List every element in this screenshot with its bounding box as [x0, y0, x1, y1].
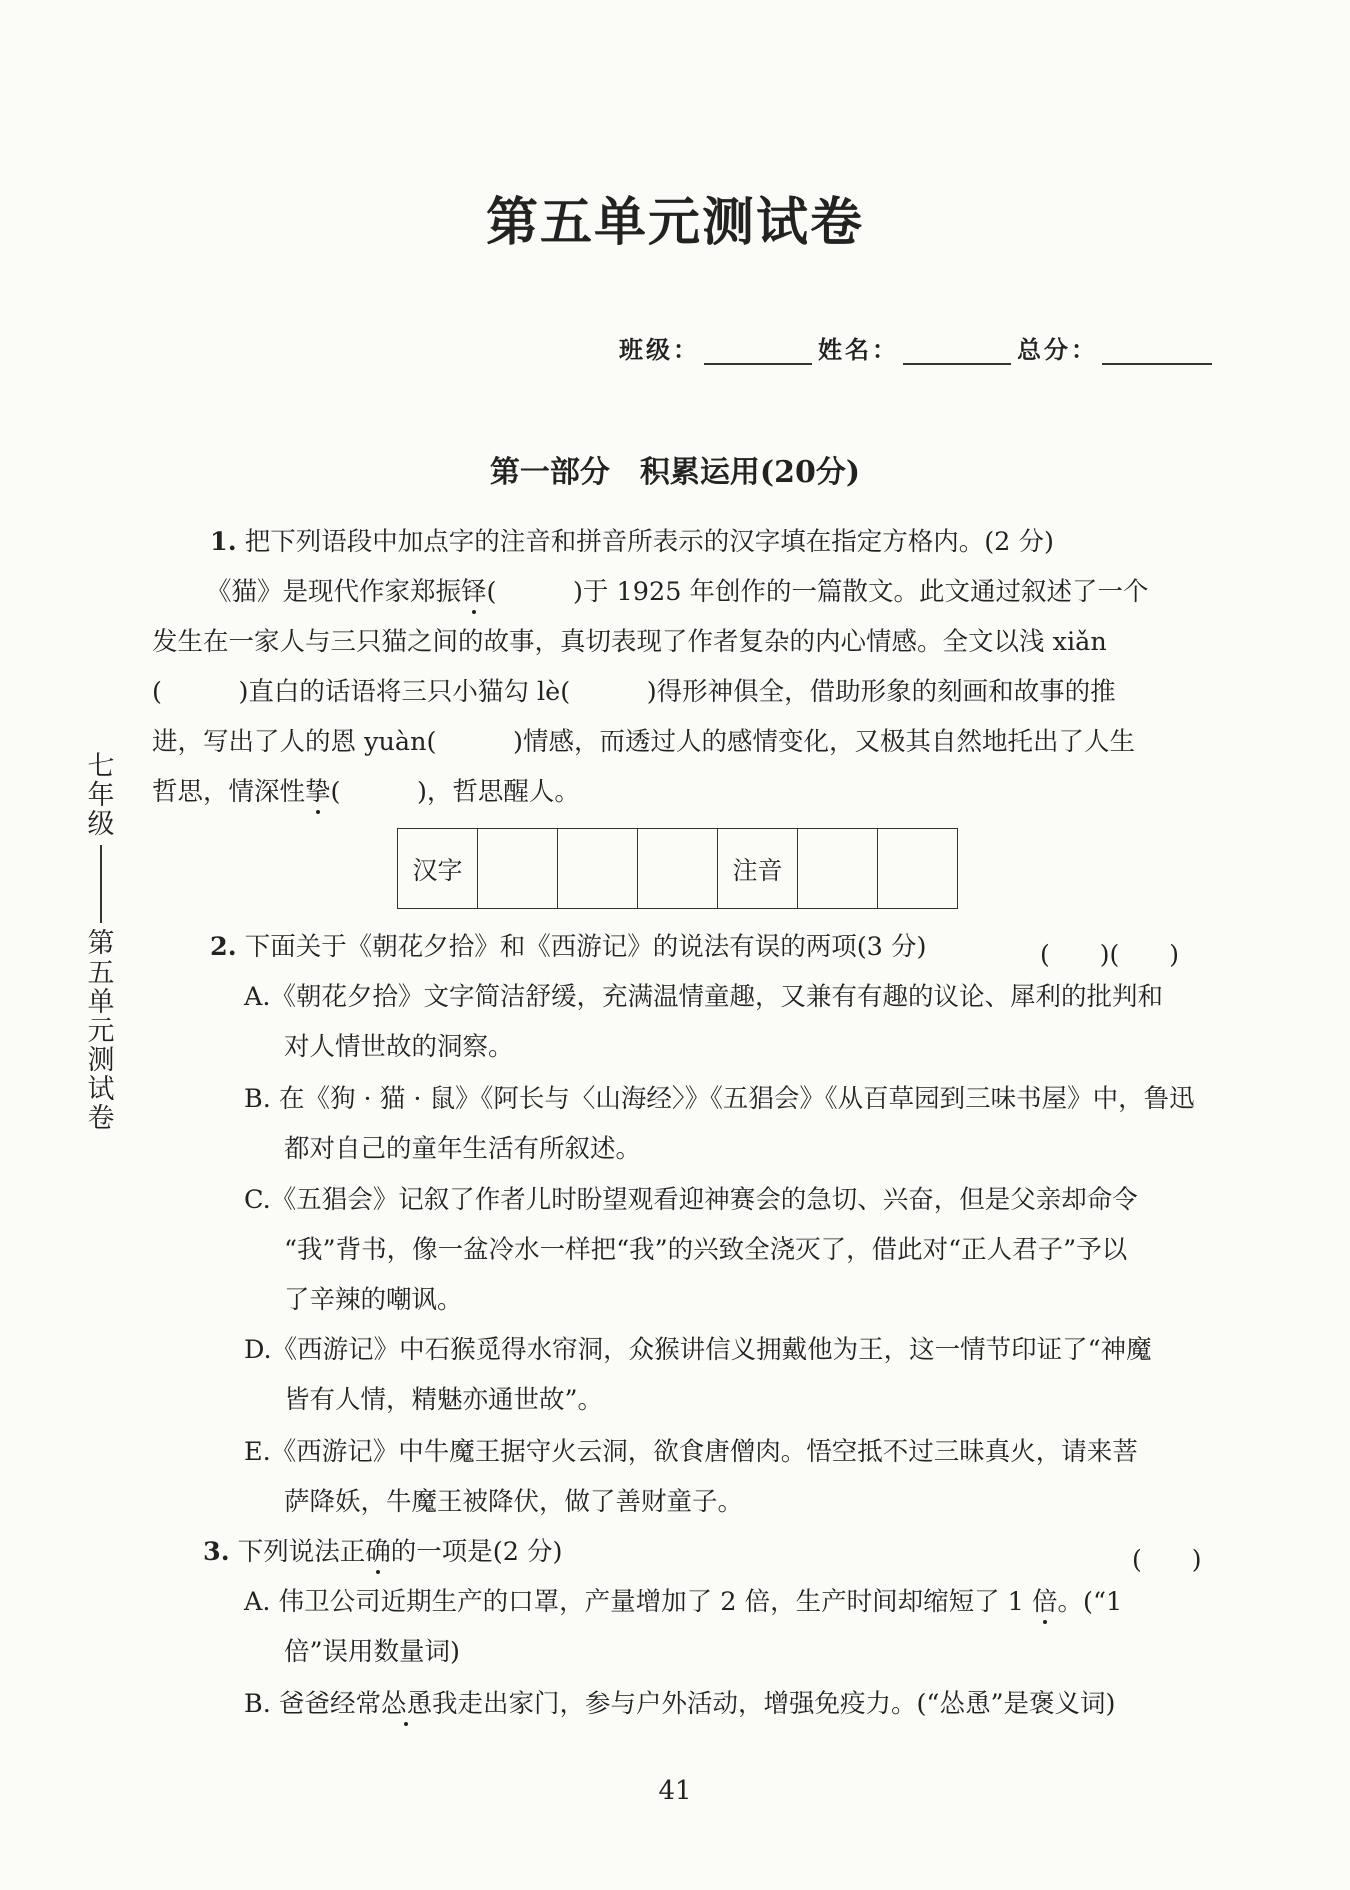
q2-option-c-cont: 了辛辣的嘲讽。	[284, 1285, 463, 1315]
grid-cell[interactable]	[638, 829, 718, 909]
q1-passage-text: ( )，哲思醒人。	[330, 777, 580, 807]
name-blank[interactable]	[903, 337, 1011, 365]
score-blank[interactable]	[1102, 337, 1212, 365]
q1-stem-text: 把下列语段中加点字的注音和拼音所表示的汉字填在指定方格内。(2 分)	[244, 527, 1054, 557]
grid-cell[interactable]	[558, 829, 638, 909]
side-grade: 七年级	[87, 751, 115, 841]
q2-option-c: C.《五猖会》记叙了作者儿时盼望观看迎神赛会的急切、兴奋，但是父亲却命令	[244, 1185, 1138, 1215]
q1-passage-text: 《猫》是现代作家郑振	[206, 577, 462, 607]
q3-stem-text: 一项是(2 分)	[416, 1537, 563, 1567]
q1-passage-line	[206, 577, 1149, 607]
q3-stem-text: 下列说法	[237, 1537, 340, 1567]
q2-number: 2.	[210, 932, 237, 962]
student-info-row	[619, 330, 1212, 365]
section-heading: 第一部分 积累运用(20分)	[489, 455, 861, 490]
answer-grid	[397, 828, 958, 909]
q3-option-text: B. 爸爸经常	[244, 1689, 381, 1719]
page-title: 第五单元测试卷	[485, 192, 864, 253]
q2-option-d: D.《西游记》中石猴觅得水帘洞，众猴讲信义拥戴他为王，这一情节印证了“神魔	[244, 1335, 1152, 1365]
q1-dotted-char: 挚	[305, 777, 331, 807]
q2-option-a: A.《朝花夕拾》文字简洁舒缓，充满温情童趣，又兼有有趣的议论、犀利的批判和	[244, 982, 1164, 1012]
q1-passage-text: ( )于 1925 年创作的一篇散文。此文通过叙述了一个	[486, 577, 1149, 607]
q3-option-b	[244, 1689, 1116, 1719]
grid-label-hanzi: 汉字	[398, 829, 478, 909]
q3-option-a	[244, 1587, 1123, 1617]
q2-option-d-cont: 皆有人情，精魅亦通世故”。	[284, 1385, 604, 1415]
q3-option-text: 。(“1	[1057, 1587, 1123, 1617]
grid-cell[interactable]	[798, 829, 878, 909]
q1-passage-line	[152, 777, 580, 807]
name-label: 姓名：	[818, 335, 899, 364]
q1-stem	[210, 527, 1054, 557]
q3-emphasis: 正确的	[339, 1537, 417, 1567]
q3-option-a-cont: 倍”误用数量词)	[284, 1637, 460, 1667]
q3-answer-parens[interactable]: ( )	[1132, 1545, 1202, 1574]
q3-stem	[203, 1537, 563, 1567]
q2-option-b-cont: 都对自己的童年生活有所叙述。	[284, 1134, 642, 1164]
q3-option-text: A. 伟卫公司近期生产的口罩，产量增加了 2 倍，生产时间却缩短了 1	[244, 1587, 1032, 1617]
q1-passage-line: ( )直白的话语将三只小猫勾 lè( )得形神俱全，借助形象的刻画和故事的推	[152, 677, 1116, 707]
class-blank[interactable]	[704, 337, 812, 365]
q2-stem-text: 下面关于《朝花夕拾》和《西游记》的说法有误的两项(3 分)	[244, 932, 927, 962]
q2-stem	[210, 932, 927, 962]
q2-option-e: E.《西游记》中牛魔王据守火云洞，欲食唐僧肉。悟空抵不过三昧真火，请来菩	[244, 1437, 1138, 1467]
q1-passage-text: 哲思，情深性	[152, 777, 306, 807]
side-divider	[100, 845, 102, 923]
class-label: 班级：	[619, 335, 700, 364]
q2-option-a-cont: 对人情世故的洞察。	[284, 1032, 514, 1062]
side-test-name: 第五单元测试卷	[87, 928, 115, 1135]
grid-label-zhuyin: 注音	[718, 829, 798, 909]
q2-option-e-cont: 萨降妖，牛魔王被降伏，做了善财童子。	[284, 1487, 744, 1517]
q2-option-c-cont: “我”背书，像一盆冷水一样把“我”的兴致全浇灭了，借此对“正人君子”予以	[284, 1235, 1128, 1265]
grid-cell[interactable]	[478, 829, 558, 909]
page-number: 41	[658, 1776, 692, 1806]
q1-number: 1.	[210, 527, 237, 557]
q2-answer-parens[interactable]: ( )( )	[1040, 940, 1180, 969]
q3-dotted-word: 怂恿	[380, 1689, 432, 1719]
q3-dotted-char: 倍	[1032, 1587, 1058, 1617]
grid-cell[interactable]	[878, 829, 958, 909]
q3-number: 3.	[203, 1537, 230, 1567]
q3-option-text: 我走出家门，参与户外活动，增强免疫力。(“怂恿”是褒义词)	[431, 1689, 1116, 1719]
q1-passage-line: 发生在一家人与三只猫之间的故事，真切表现了作者复杂的内心情感。全文以浅 xiǎn	[152, 627, 1107, 657]
q1-dotted-char: 铎	[461, 577, 487, 607]
q2-option-b: B. 在《狗 · 猫 · 鼠》《阿长与〈山海经〉》《五猖会》《从百草园到三味书屋》中，鲁迅	[244, 1084, 1195, 1114]
side-label	[84, 752, 118, 1134]
q1-passage-line: 进，写出了人的恩 yuàn( )情感，而透过人的感情变化，又极其自然地托出了人生	[152, 727, 1135, 757]
score-label: 总分：	[1017, 335, 1098, 364]
